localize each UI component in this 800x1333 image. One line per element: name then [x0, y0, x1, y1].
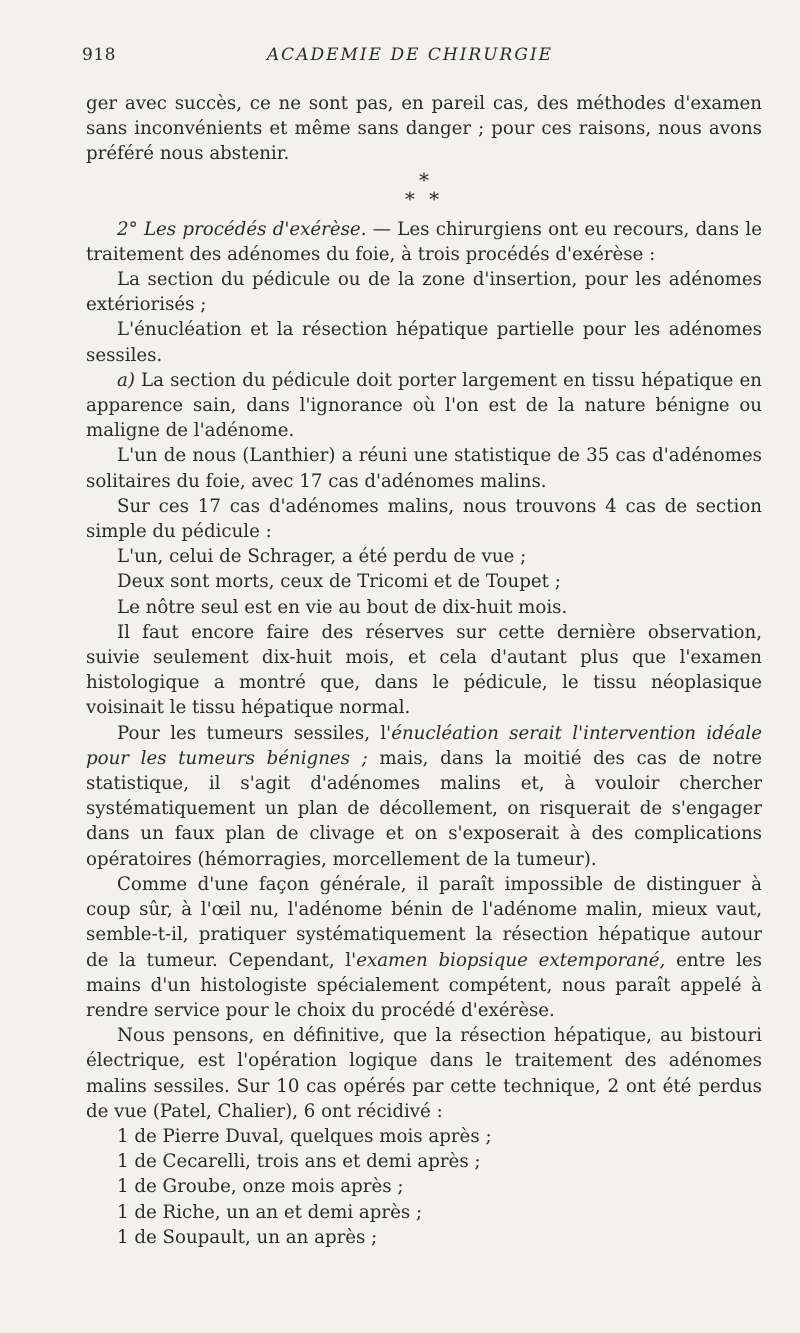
section-heading: 2° Les procédés d'exérèse. [117, 218, 367, 240]
paragraph: Le nôtre seul est en vie au bout de dix-huit mois. [117, 596, 568, 618]
paragraph: Sur ces 17 cas d'adénomes malins, nous trouvons 4 cas de section simple du pédicule : [86, 495, 762, 543]
paragraph [86, 368, 762, 444]
paragraph-text: Comme d'une façon générale, il paraît impossible de distinguer à coup sûr, à l'œil nu, l'adénome bénin de l'adénome malin, mieux vaut, semble-t-il, pratiquer systématiquement la résection hépatique autour de la tumeur. Cependant, l' [86, 873, 762, 971]
paragraph-text: entre les mains d'un histologiste spécialement compétent, nous paraît appelé à rendre service pour le choix du procédé d'exérèse. [86, 949, 762, 1021]
paragraph: ger avec succès, ce ne sont pas, en pareil cas, des méthodes d'examen sans inconvénients et même sans danger ; pour ces raisons, nous avons préféré nous abstenir. [86, 93, 762, 165]
paragraph: L'un, celui de Schrager, a été perdu de vue ; [117, 546, 527, 568]
paragraph [86, 872, 762, 1023]
paragraph-text: Pour les tumeurs sessiles, l' [117, 722, 392, 744]
paragraph-text: mais, dans la moitié des cas de notre statistique, il s'agit d'adénomes malins et, à vouloir chercher systématiquement un plan de décollement, on risquerait de s'engager dans un faux plan de clivage et on s'exposerait à des complications opératoires (hémorragies, morcellement de la tumeur). [86, 747, 762, 870]
paragraph-text: La section du pédicule doit porter largement en tissu hépatique en apparence sain, dans l'ignorance où l'on est de la nature bénigne ou maligne de l'adénome. [86, 369, 762, 442]
list-item: 1 de Soupault, un an après ; [117, 1226, 378, 1248]
paragraph: Deux sont morts, ceux de Tricomi et de Toupet ; [117, 571, 561, 593]
asterism-top: * [419, 167, 429, 192]
asterism-bottom: * * [404, 186, 444, 211]
item-marker: a) [117, 369, 135, 391]
paragraph: Nous pensons, en définitive, que la résection hépatique, au bistouri électrique, est l'opération logique dans le traitement des adénomes malins sessiles. Sur 10 cas opérés par cette technique, 2 ont été perdus de vue (Patel, Chalier), 6 ont récidivé : [86, 1025, 762, 1122]
emphasis-text: énucléation serait l'intervention idéale pour les tumeurs bénignes ; [86, 722, 762, 769]
list-item: 1 de Cecarelli, trois ans et demi après ; [117, 1151, 481, 1173]
paragraph-text: — Les chirurgiens ont eu recours, dans le traitement des adénomes du foie, à trois procédés d'exérèse : [86, 218, 762, 265]
paragraph: Il faut encore faire des réserves sur cette dernière observation, suivie seulement dix-huit mois, et cela d'autant plus que l'examen histologique a montré que, dans le pédicule, le tissu néoplasique voisinait le tissu hépatique normal. [86, 621, 762, 719]
paragraph: La section du pédicule ou de la zone d'insertion, pour les adénomes extériorisés ; [86, 269, 762, 316]
body-text [86, 91, 762, 1250]
section-separator [86, 167, 762, 217]
list-item: 1 de Riche, un an et demi après ; [117, 1201, 423, 1223]
paragraph: L'un de nous (Lanthier) a réuni une statistique de 35 cas d'adénomes solitaires du foie, avec 17 cas d'adénomes malins. [86, 445, 762, 492]
section-heading-paragraph [86, 217, 762, 267]
running-title: ACADEMIE DE CHIRURGIE [266, 45, 554, 65]
paragraph [86, 721, 762, 872]
emphasis-text: examen biopsique extemporané, [356, 949, 666, 971]
list-item: 1 de Pierre Duval, quelques mois après ; [117, 1125, 492, 1147]
page-number: 918 [82, 45, 116, 65]
paragraph: L'énucléation et la résection hépatique partielle pour les adénomes sessiles. [86, 319, 762, 366]
list-item: 1 de Groube, onze mois après ; [117, 1176, 404, 1198]
